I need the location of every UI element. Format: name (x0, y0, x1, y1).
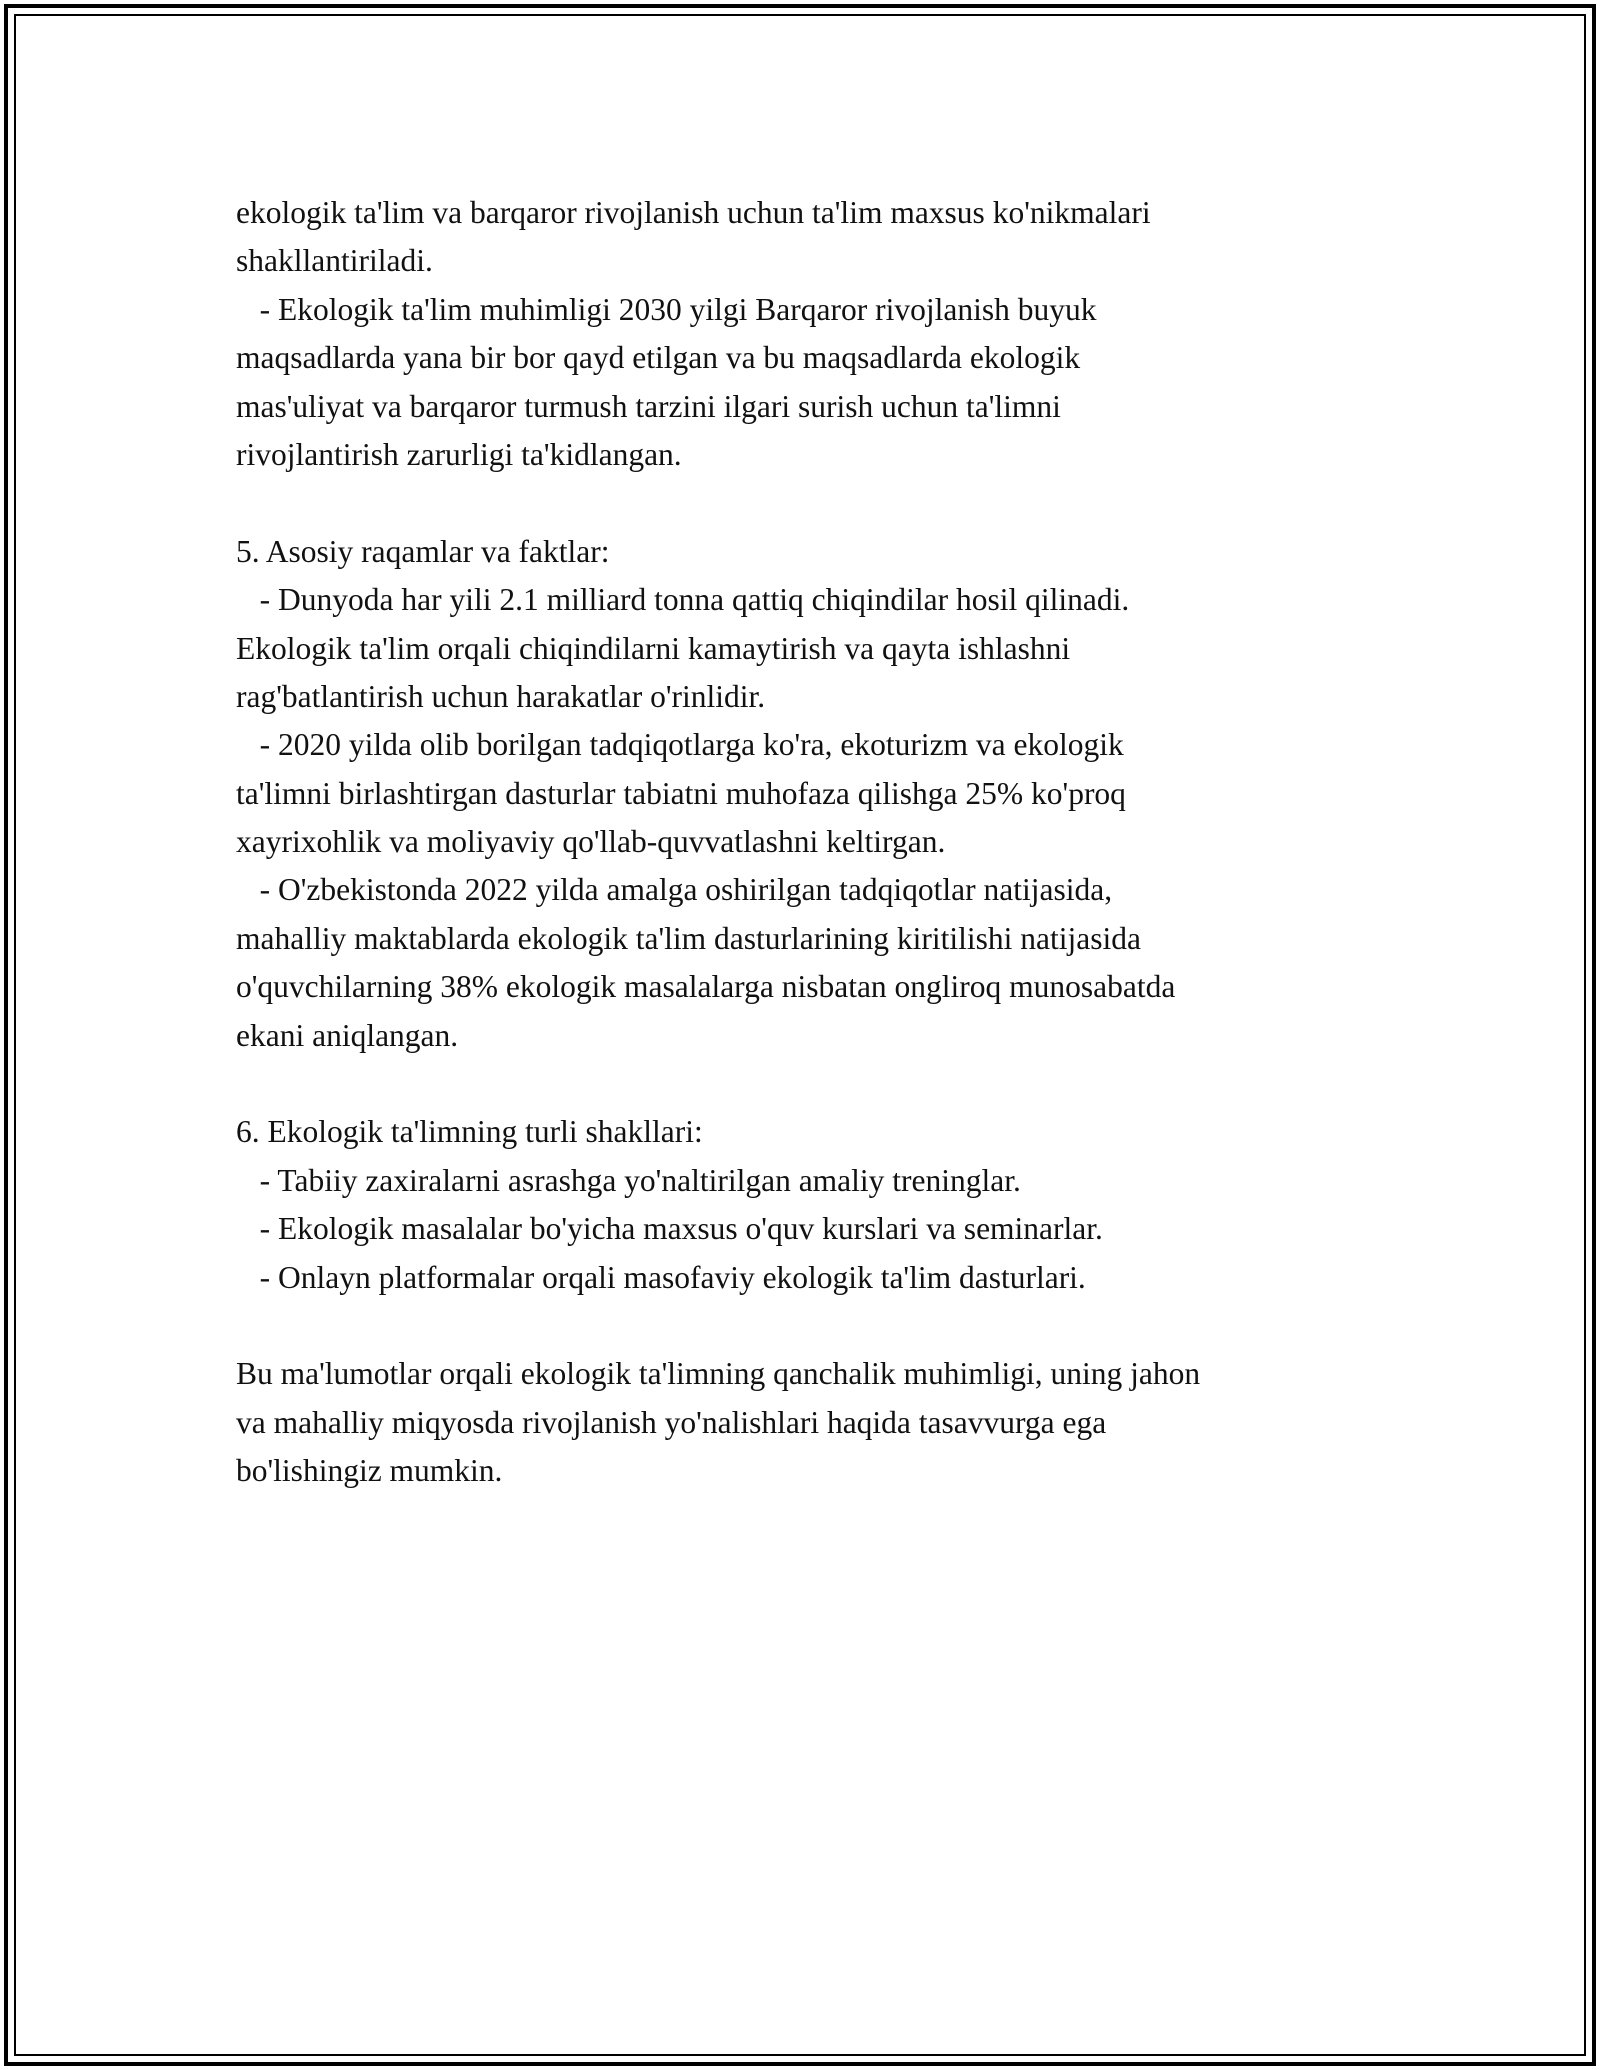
bullet-line: - Ekologik ta'lim muhimligi 2030 yilgi Barqaror rivojlanish buyuk (236, 291, 1097, 327)
text-line: mas'uliyat va barqaror turmush tarzini ilgari surish uchun ta'limni (236, 388, 1061, 424)
conclusion-paragraph (236, 1350, 1396, 1495)
document-body (236, 189, 1396, 1496)
paragraph-spacer (236, 1302, 1396, 1350)
bullet-line: - O'zbekistonda 2022 yilda amalga oshirilgan tadqiqotlar natijasida, (236, 872, 1113, 908)
paragraph-spacer (236, 1060, 1396, 1108)
bullet-line: - Ekologik masalalar bo'yicha maxsus o'quv kurslari va seminarlar. (236, 1211, 1103, 1247)
text-line: bo'lishingiz mumkin. (236, 1453, 503, 1489)
paragraph-spacer (236, 479, 1396, 527)
bullet-line: - Dunyoda har yili 2.1 milliard tonna qattiq chiqindilar hosil qilinadi. (236, 582, 1130, 618)
text-line: mahalliy maktablarda ekologik ta'lim dasturlarining kiritilishi natijasida (236, 920, 1141, 956)
text-line: Ekologik ta'lim orqali chiqindilarni kamaytirish va qayta ishlashni (236, 630, 1071, 666)
section-5-key-facts (236, 528, 1396, 1060)
text-line: Bu ma'lumotlar orqali ekologik ta'limning qanchalik muhimligi, uning jahon (236, 1356, 1201, 1392)
section-6-forms (236, 1108, 1396, 1302)
text-line: rag'batlantirish uchun harakatlar o'rinlidir. (236, 678, 766, 714)
text-line: o'quvchilarning 38% ekologik masalalarga nisbatan ongliroq munosabatda (236, 969, 1176, 1005)
bullet-line: - Onlayn platformalar orqali masofaviy ekologik ta'lim dasturlari. (236, 1259, 1086, 1295)
text-line: rivojlantirish zarurligi ta'kidlangan. (236, 436, 682, 472)
text-line: xayrixohlik va moliyaviy qo'llab-quvvatlashni keltirgan. (236, 824, 946, 860)
text-line: ekologik ta'lim va barqaror rivojlanish uchun ta'lim maxsus ko'nikmalari (236, 195, 1151, 230)
paragraph-intro-continuation (236, 189, 1396, 479)
text-line: maqsadlarda yana bir bor qayd etilgan va bu maqsadlarda ekologik (236, 340, 1081, 376)
text-line: ta'limni birlashtirgan dasturlar tabiatni muhofaza qilishga 25% ko'proq (236, 775, 1126, 811)
section-heading: 5. Asosiy raqamlar va faktlar: (236, 533, 610, 569)
bullet-line: - 2020 yilda olib borilgan tadqiqotlarga ko'ra, ekoturizm va ekologik (236, 727, 1124, 763)
text-line: va mahalliy miqyosda rivojlanish yo'nalishlari haqida tasavvurga ega (236, 1404, 1107, 1440)
section-heading: 6. Ekologik ta'limning turli shakllari: (236, 1114, 703, 1150)
text-line: shakllantiriladi. (236, 243, 433, 279)
text-line: ekani aniqlangan. (236, 1017, 459, 1053)
bullet-line: - Tabiiy zaxiralarni asrashga yo'naltirilgan amaliy treninglar. (236, 1162, 1021, 1198)
